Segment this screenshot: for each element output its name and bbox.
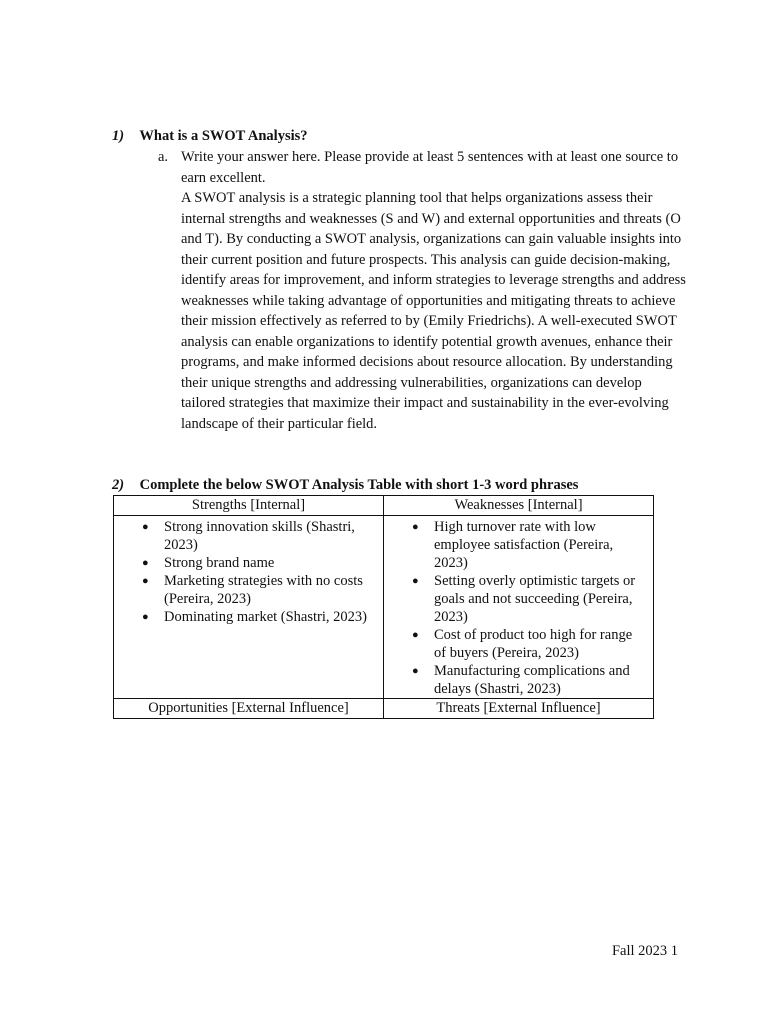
question-2-heading [112, 475, 578, 496]
list-item: ● Strong brand name [164, 554, 377, 572]
list-item: ● Strong innovation skills (Shastri, 2023) [164, 518, 377, 554]
opportunities-header: Opportunities [External Influence] [114, 699, 384, 719]
answer-prompt: Write your answer here. Please provide at least 5 sentences with at least one source to earn excellent. [181, 149, 679, 186]
question-number: 2) [112, 477, 125, 493]
list-item: ● Marketing strategies with no costs (Pereira, 2023) [164, 572, 377, 608]
page-footer: Fall 2023 1 [611, 943, 678, 959]
strengths-list [114, 518, 383, 626]
weaknesses-header: Weaknesses [Internal] [384, 496, 654, 516]
weaknesses-list [384, 518, 653, 698]
swot-table [113, 495, 654, 719]
strengths-cell [114, 516, 384, 699]
question-1-heading [112, 126, 308, 147]
question-number: 1) [112, 128, 125, 144]
threats-header: Threats [External Influence] [384, 699, 654, 719]
list-item: ● Dominating market (Shastri, 2023) [164, 608, 377, 626]
subitem-letter: a. [158, 149, 169, 165]
question-title: What is a SWOT Analysis? [139, 128, 308, 144]
list-item: ● Cost of product too high for range of buyers (Pereira, 2023) [434, 626, 647, 662]
list-item: ● Manufacturing complications and delays (Shastri, 2023) [434, 662, 647, 698]
question-title: Complete the below SWOT Analysis Table with short 1-3 word phrases [139, 477, 579, 493]
answer-text: A SWOT analysis is a strategic planning tool that helps organizations assess their internal strengths and weaknesses (S and W) and external opportunities and threats (O and T). By conducting a SWOT analysis, organizations can gain valuable insights into their current position and future prospects. This analysis can guide decision-making, identify areas for improvement, and inform strategies to leverage strengths and address weaknesses while taking advantage of opportunities and mitigating threats to achieve their mission effectively as referred to by (Emily Friedrichs). A well-executed SWOT analysis can enable organizations to identify potential growth avenues, enhance their programs, and make informed decisions about resource allocation. By understanding their unique strengths and addressing vulnerabilities, organizations can develop tailored strategies that maximize their impact and sustainability in the ever-evolving landscape of their particular field. [181, 190, 686, 432]
list-item: ● High turnover rate with low employee satisfaction (Pereira, 2023) [434, 518, 647, 572]
strengths-header: Strengths [Internal] [114, 496, 384, 516]
weaknesses-cell [384, 516, 654, 699]
question-1-answer-block [158, 147, 688, 434]
list-item: ● Setting overly optimistic targets or goals and not succeeding (Pereira, 2023) [434, 572, 647, 626]
